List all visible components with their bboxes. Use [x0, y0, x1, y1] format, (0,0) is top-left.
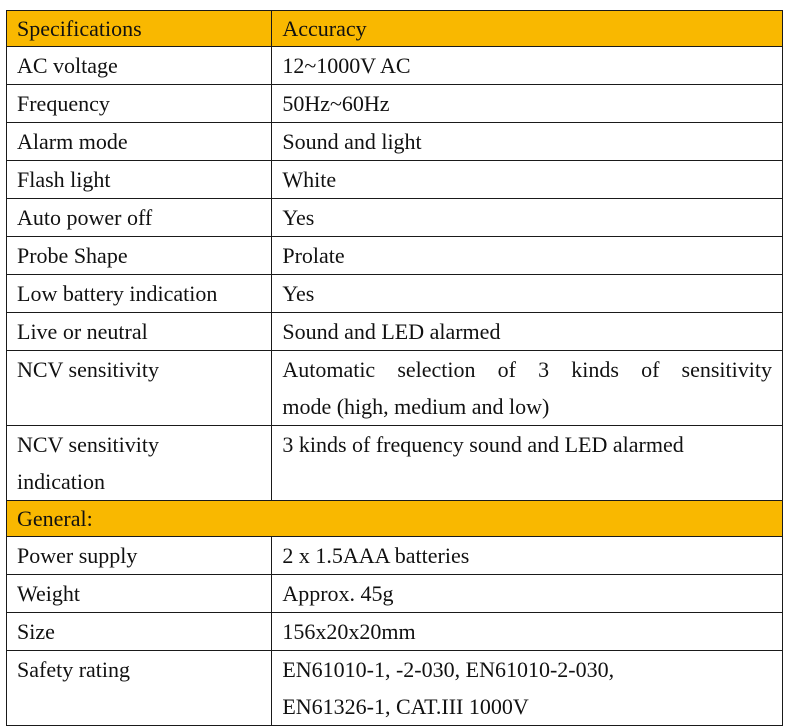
- spec-value: Approx. 45g: [272, 575, 783, 613]
- table-row: [7, 313, 783, 351]
- spec-label: Auto power off: [7, 199, 272, 237]
- specifications-table: [6, 10, 783, 726]
- spec-label-line: indication: [17, 469, 105, 494]
- general-section-header: [7, 501, 783, 537]
- spec-label: Safety rating: [7, 651, 272, 726]
- table-row: [7, 161, 783, 199]
- spec-label: [7, 426, 272, 501]
- header-specifications: Specifications: [7, 11, 272, 47]
- table-row: [7, 275, 783, 313]
- table-row: [7, 123, 783, 161]
- spec-label: Frequency: [7, 85, 272, 123]
- spec-value-line: EN61010-1, -2-030, EN61010-2-030,: [282, 657, 615, 682]
- spec-value: 50Hz~60Hz: [272, 85, 783, 123]
- table-row: [7, 351, 783, 426]
- general-heading: General:: [7, 501, 783, 537]
- table-row: [7, 613, 783, 651]
- spec-label: Power supply: [7, 537, 272, 575]
- spec-value: 156x20x20mm: [272, 613, 783, 651]
- spec-label: NCV sensitivity: [7, 351, 272, 426]
- header-accuracy: Accuracy: [272, 11, 783, 47]
- spec-label-line: NCV sensitivity: [17, 432, 160, 457]
- table-row: [7, 426, 783, 501]
- table-row: [7, 85, 783, 123]
- spec-value: Sound and LED alarmed: [272, 313, 783, 351]
- spec-value: Sound and light: [272, 123, 783, 161]
- spec-label: Weight: [7, 575, 272, 613]
- spec-value: [272, 651, 783, 726]
- spec-value: Yes: [272, 275, 783, 313]
- spec-label: Alarm mode: [7, 123, 272, 161]
- spec-value: Prolate: [272, 237, 783, 275]
- spec-label: Probe Shape: [7, 237, 272, 275]
- spec-value: 2 x 1.5AAA batteries: [272, 537, 783, 575]
- table-row: [7, 537, 783, 575]
- table-row: [7, 199, 783, 237]
- table-row: [7, 575, 783, 613]
- table-header-row: [7, 11, 783, 47]
- spec-value-line: mode (high, medium and low): [282, 394, 550, 419]
- table-row: [7, 237, 783, 275]
- spec-label: Flash light: [7, 161, 272, 199]
- spec-value-line: EN61326-1, CAT.III 1000V: [282, 694, 529, 719]
- spec-value: 12~1000V AC: [272, 47, 783, 85]
- spec-value: Yes: [272, 199, 783, 237]
- table-row: [7, 651, 783, 726]
- spec-value: [272, 351, 783, 426]
- spec-label: AC voltage: [7, 47, 272, 85]
- spec-label: Live or neutral: [7, 313, 272, 351]
- spec-value: 3 kinds of frequency sound and LED alarmed: [272, 426, 783, 501]
- spec-value-line: Automatic selection of 3 kinds of sensitivity: [282, 357, 772, 382]
- table-row: [7, 47, 783, 85]
- spec-label: Size: [7, 613, 272, 651]
- spec-label: Low battery indication: [7, 275, 272, 313]
- spec-value: White: [272, 161, 783, 199]
